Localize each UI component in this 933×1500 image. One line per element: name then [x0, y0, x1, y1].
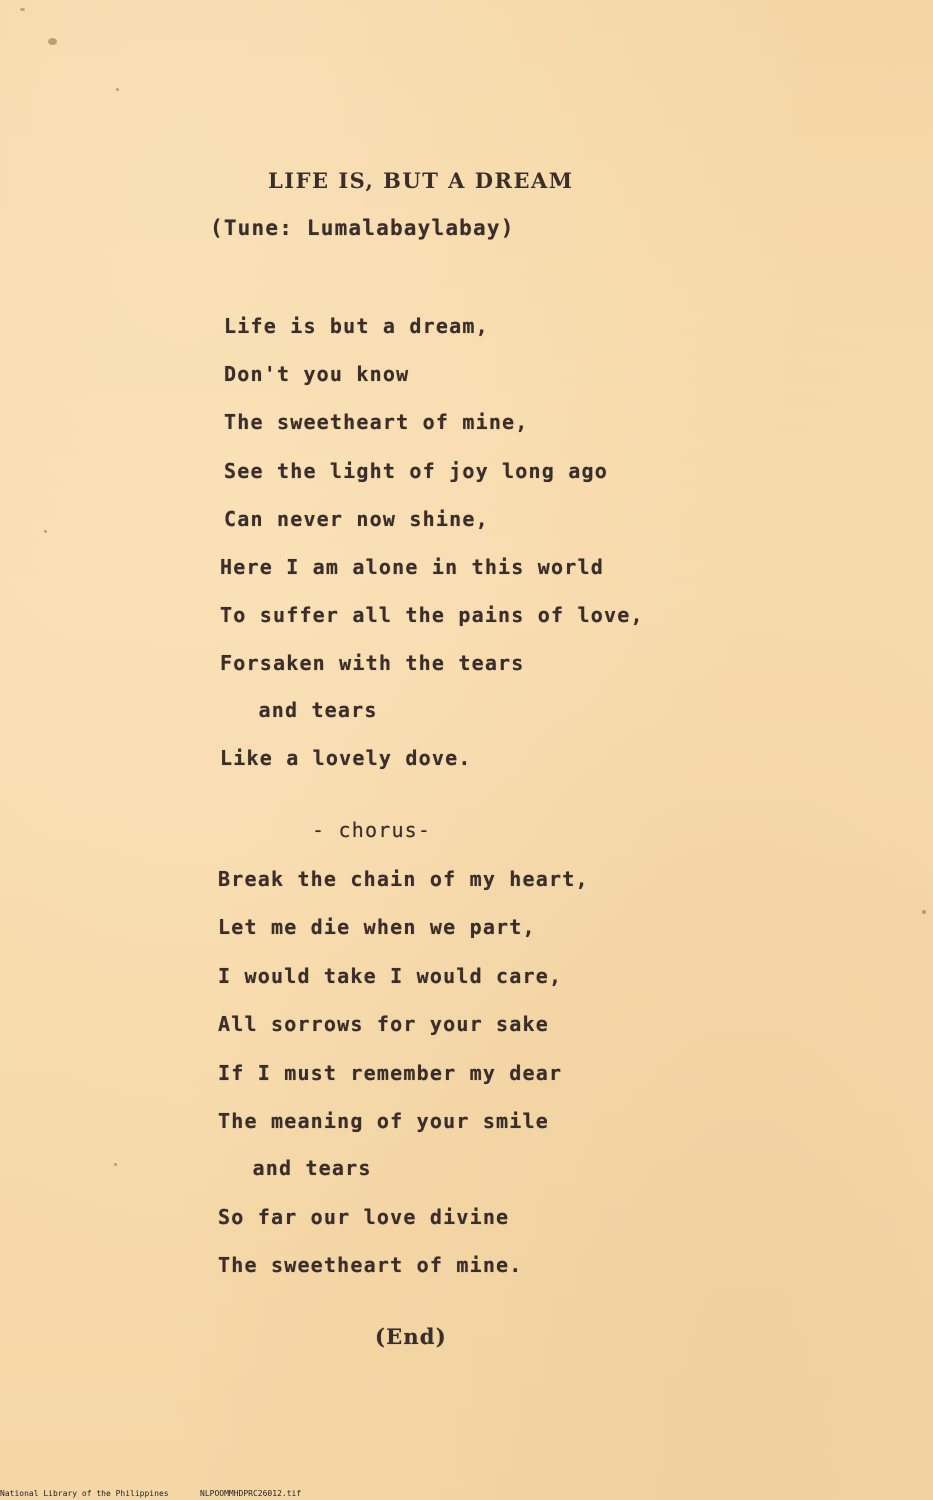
verse-line: Life is but a dream, — [224, 314, 489, 338]
verse-line: The sweetheart of mine, — [224, 410, 529, 434]
chorus-line: All sorrows for your sake — [218, 1012, 550, 1036]
paper-speck — [20, 8, 25, 11]
paper-speck — [114, 1163, 117, 1166]
verse-line: Can never now shine, — [224, 507, 489, 531]
verse-line: Like a lovely dove. — [220, 746, 472, 770]
paper-speck — [922, 910, 926, 914]
chorus-line: Let me die when we part, — [218, 915, 536, 939]
paper-speck — [48, 38, 57, 45]
chorus-line: The meaning of your smile — [218, 1109, 550, 1133]
bleed-through-text — [300, 280, 639, 304]
chorus-line: If I must remember my dear — [218, 1061, 563, 1085]
verse-line: Forsaken with the tears — [220, 651, 525, 675]
chorus-line: So far our love divine — [218, 1205, 510, 1229]
chorus-line: I would take I would care, — [218, 964, 563, 988]
verse-line: Don't you know — [224, 362, 410, 386]
verse-line: To suffer all the pains of love, — [220, 603, 644, 627]
chorus-line: and tears — [226, 1156, 372, 1180]
verse-line: and tears — [232, 698, 378, 722]
verse-line: Here I am alone in this world — [220, 555, 604, 579]
end-marker: (End) — [375, 1324, 447, 1349]
paper-speck — [44, 530, 47, 533]
footer-library-name: National Library of the Philippines — [0, 1489, 169, 1498]
chorus-label: - chorus- — [312, 818, 432, 842]
footer-file-name: NLPOOMMHDPRC26012.tif — [200, 1489, 302, 1498]
paper-speck — [116, 88, 119, 91]
verse-line: See the light of joy long ago — [224, 459, 608, 483]
chorus-line: The sweetheart of mine. — [218, 1253, 523, 1277]
tune-line: (Tune: Lumalabaylabay) — [210, 216, 515, 240]
chorus-line: Break the chain of my heart, — [218, 867, 589, 891]
document-title: LIFE IS, BUT A DREAM — [268, 168, 574, 193]
